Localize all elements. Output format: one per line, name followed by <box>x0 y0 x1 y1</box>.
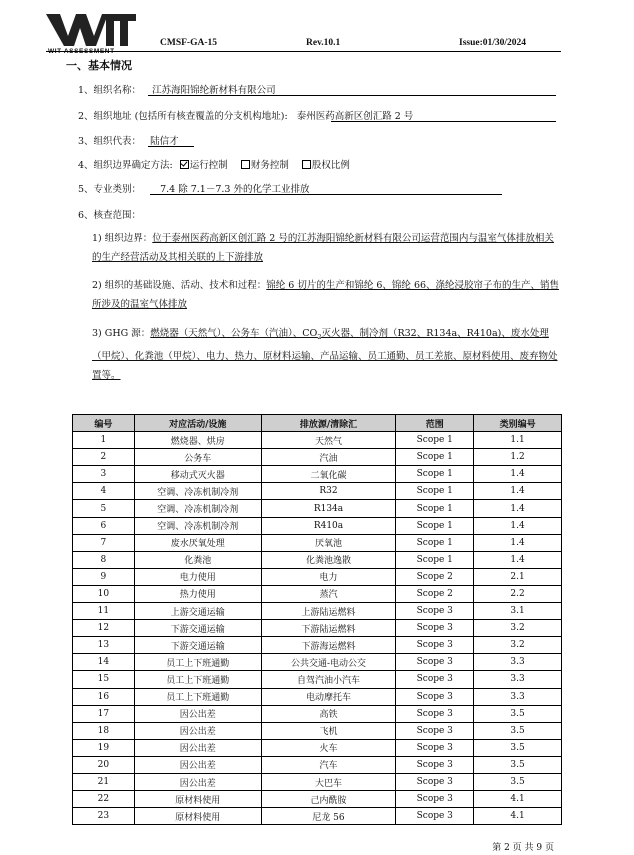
cell-scope: Scope 3 <box>396 722 474 739</box>
table-row <box>73 722 562 739</box>
cell-scope: Scope 3 <box>396 791 474 808</box>
scope-paragraph-1 <box>92 229 560 267</box>
cell-no: 13 <box>73 637 135 654</box>
cell-category: 3.3 <box>474 671 562 688</box>
cell-no: 15 <box>73 671 135 688</box>
table-row <box>73 808 562 825</box>
org-addr-row <box>78 108 413 122</box>
cell-activity: 下游交通运输 <box>134 637 261 654</box>
cell-source: 天然气 <box>261 432 396 449</box>
org-name-label: 1、组织名称： <box>78 85 142 96</box>
scope-p3-subscript: 2 <box>317 332 322 341</box>
cell-activity: 燃烧器、烘房 <box>134 432 261 449</box>
scope-p3-text-b: 灭火器、制冷剂（R32、R134a、R410a)、废水处理（甲烷）、化粪池（甲烷）、电力、热力、原材料运输、产品运输、员工通勤、员工差旅、原材料使用、废弃物处置等。 <box>92 328 558 381</box>
cell-category: 3.2 <box>474 620 562 637</box>
cell-no: 19 <box>73 739 135 756</box>
category-label: 5、专业类别： <box>78 184 142 195</box>
equity-share-checkbox[interactable] <box>302 160 311 169</box>
cell-activity: 废水厌氧处理 <box>134 534 261 551</box>
org-rep-underline <box>148 146 194 147</box>
cell-activity: 电力使用 <box>134 568 261 585</box>
table-row <box>73 620 562 637</box>
cell-source: R410a <box>261 517 396 534</box>
cell-category: 2.1 <box>474 568 562 585</box>
cell-scope: Scope 2 <box>396 568 474 585</box>
cell-activity: 因公出差 <box>134 739 261 756</box>
cell-scope: Scope 1 <box>396 449 474 466</box>
cell-activity: 因公出差 <box>134 722 261 739</box>
cell-category: 3.5 <box>474 722 562 739</box>
cell-category: 1.4 <box>474 517 562 534</box>
cell-category: 2.2 <box>474 585 562 602</box>
cell-source: 二氧化碳 <box>261 466 396 483</box>
table-row <box>73 688 562 705</box>
cell-scope: Scope 3 <box>396 654 474 671</box>
table-row <box>73 568 562 585</box>
logo-subtitle: WIT ASSESSMENT <box>48 48 115 55</box>
cell-source: 自驾汽油小汽车 <box>261 671 396 688</box>
operational-control-checkbox[interactable] <box>180 160 189 169</box>
scope-paragraph-2 <box>92 276 560 314</box>
cell-no: 6 <box>73 517 135 534</box>
table-row <box>73 603 562 620</box>
cell-scope: Scope 3 <box>396 637 474 654</box>
table-row <box>73 432 562 449</box>
cell-category: 1.4 <box>474 466 562 483</box>
org-name-row <box>78 82 276 96</box>
cell-source: 汽车 <box>261 756 396 773</box>
table-row <box>73 449 562 466</box>
cell-source: 厌氧池 <box>261 534 396 551</box>
cell-category: 3.5 <box>474 705 562 722</box>
org-name-value: 江苏海阳锦纶新材料有限公司 <box>152 85 276 96</box>
boundary-label: 4、组织边界确定方法: <box>78 160 173 171</box>
cell-no: 18 <box>73 722 135 739</box>
category-underline <box>150 194 502 195</box>
cell-category: 4.1 <box>474 791 562 808</box>
table-row <box>73 756 562 773</box>
cell-scope: Scope 1 <box>396 551 474 568</box>
cell-activity: 员工上下班通勤 <box>134 654 261 671</box>
org-addr-label: 2、组织地址 (包括所有核查覆盖的分支机构地址): <box>78 111 288 122</box>
cell-scope: Scope 3 <box>396 739 474 756</box>
col-header-no: 编号 <box>73 415 135 432</box>
cell-no: 5 <box>73 500 135 517</box>
cell-source: 下游陆运燃料 <box>261 620 396 637</box>
cell-scope: Scope 3 <box>396 620 474 637</box>
cell-source: R32 <box>261 483 396 500</box>
cell-activity: 因公出差 <box>134 705 261 722</box>
boundary-option-3: 股权比例 <box>311 160 350 171</box>
col-header-source: 排放源/清除汇 <box>261 415 396 432</box>
category-row <box>78 181 309 195</box>
cell-category: 3.3 <box>474 688 562 705</box>
scope-p3-text-a: 燃烧器（天然气）、公务车（汽油）、CO <box>150 328 318 339</box>
cell-source: 蒸汽 <box>261 585 396 602</box>
cell-activity: 空调、冷冻机制冷剂 <box>134 517 261 534</box>
scope-paragraph-3 <box>92 324 560 385</box>
cell-source: 汽油 <box>261 449 396 466</box>
cell-no: 22 <box>73 791 135 808</box>
scope-p2-prefix: 2) 组织的基础设施、活动、技术和过程： <box>92 280 267 291</box>
scope-p3-prefix: 3) GHG 源： <box>92 328 151 339</box>
table-row <box>73 585 562 602</box>
table-row <box>73 466 562 483</box>
table-row <box>73 773 562 790</box>
table-row <box>73 791 562 808</box>
cell-activity: 下游交通运输 <box>134 620 261 637</box>
cell-no: 12 <box>73 620 135 637</box>
cell-activity: 因公出差 <box>134 756 261 773</box>
cell-no: 17 <box>73 705 135 722</box>
category-value: 7.4 除 7.1－7.3 外的化学工业排放 <box>160 184 310 195</box>
cell-scope: Scope 3 <box>396 808 474 825</box>
cell-category: 3.5 <box>474 756 562 773</box>
cell-category: 1.1 <box>474 432 562 449</box>
cell-scope: Scope 3 <box>396 603 474 620</box>
boundary-option-2: 财务控制 <box>250 160 289 171</box>
wit-logo-icon <box>46 14 136 48</box>
table-row <box>73 705 562 722</box>
scope-label: 6、核查范围： <box>78 210 142 221</box>
scope-p2-text: 锦纶 6 切片的生产和锦纶 6、锦纶 66、涤纶浸胶帘子布的生产、销售所涉及的温室气体排放 <box>92 280 560 310</box>
cell-activity: 公务车 <box>134 449 261 466</box>
cell-no: 10 <box>73 585 135 602</box>
boundary-option-1: 运行控制 <box>189 160 228 171</box>
cell-source: 公共交通-电动公交 <box>261 654 396 671</box>
cell-category: 1.4 <box>474 534 562 551</box>
table-row <box>73 517 562 534</box>
financial-control-checkbox[interactable] <box>241 160 250 169</box>
cell-scope: Scope 1 <box>396 466 474 483</box>
col-header-scope: 范围 <box>396 415 474 432</box>
cell-source: R134a <box>261 500 396 517</box>
revision: Rev.10.1 <box>306 38 341 48</box>
org-addr-underline <box>331 121 556 122</box>
cell-category: 3.2 <box>474 637 562 654</box>
cell-no: 16 <box>73 688 135 705</box>
issue-date: Issue:01/30/2024 <box>459 38 527 48</box>
org-rep-label: 3、组织代表： <box>78 136 142 147</box>
cell-category: 3.5 <box>474 739 562 756</box>
cell-scope: Scope 3 <box>396 773 474 790</box>
cell-no: 1 <box>73 432 135 449</box>
cell-source: 上游陆运燃料 <box>261 603 396 620</box>
cell-no: 11 <box>73 603 135 620</box>
cell-source: 火车 <box>261 739 396 756</box>
cell-source: 电动摩托车 <box>261 688 396 705</box>
cell-source: 大巴车 <box>261 773 396 790</box>
cell-source: 电力 <box>261 568 396 585</box>
cell-no: 7 <box>73 534 135 551</box>
cell-activity: 移动式灭火器 <box>134 466 261 483</box>
table-row <box>73 534 562 551</box>
table-row <box>73 671 562 688</box>
cell-category: 1.2 <box>474 449 562 466</box>
cell-no: 3 <box>73 466 135 483</box>
cell-scope: Scope 1 <box>396 500 474 517</box>
col-header-activity: 对应活动/设施 <box>134 415 261 432</box>
cell-source: 下游海运燃料 <box>261 637 396 654</box>
cell-no: 2 <box>73 449 135 466</box>
cell-activity: 员工上下班通勤 <box>134 671 261 688</box>
cell-scope: Scope 1 <box>396 517 474 534</box>
org-name-underline <box>148 95 556 96</box>
boundary-row <box>78 157 350 171</box>
cell-no: 21 <box>73 773 135 790</box>
cell-activity: 原材料使用 <box>134 808 261 825</box>
cell-activity: 上游交通运输 <box>134 603 261 620</box>
org-rep-value: 陆信才 <box>150 136 179 147</box>
cell-activity: 空调、冷冻机制冷剂 <box>134 483 261 500</box>
cell-activity: 热力使用 <box>134 585 261 602</box>
cell-scope: Scope 3 <box>396 688 474 705</box>
cell-scope: Scope 1 <box>396 483 474 500</box>
cell-scope: Scope 3 <box>396 756 474 773</box>
table-header-row <box>73 415 562 432</box>
cell-activity: 原材料使用 <box>134 791 261 808</box>
scope-p1-prefix: 1) 组织边界： <box>92 233 153 244</box>
org-addr-value: 泰州医药高新区创汇路 2 号 <box>296 111 414 122</box>
cell-source: 化粪池逸散 <box>261 551 396 568</box>
cell-scope: Scope 3 <box>396 705 474 722</box>
table-row <box>73 739 562 756</box>
cell-category: 3.5 <box>474 773 562 790</box>
cell-activity: 因公出差 <box>134 773 261 790</box>
table-row <box>73 551 562 568</box>
cell-category: 4.1 <box>474 808 562 825</box>
cell-source: 高铁 <box>261 705 396 722</box>
cell-activity: 员工上下班通勤 <box>134 688 261 705</box>
cell-category: 3.3 <box>474 654 562 671</box>
cell-no: 23 <box>73 808 135 825</box>
table-row <box>73 483 562 500</box>
org-rep-row <box>78 133 179 147</box>
header-rule <box>46 51 561 52</box>
cell-no: 4 <box>73 483 135 500</box>
cell-activity: 化粪池 <box>134 551 261 568</box>
cell-no: 8 <box>73 551 135 568</box>
cell-source: 飞机 <box>261 722 396 739</box>
cell-category: 3.1 <box>474 603 562 620</box>
col-header-category: 类别编号 <box>474 415 562 432</box>
doc-code: CMSF-GA-15 <box>160 38 217 48</box>
cell-no: 20 <box>73 756 135 773</box>
section-title: 一、基本情况 <box>66 59 132 72</box>
cell-scope: Scope 1 <box>396 534 474 551</box>
cell-scope: Scope 1 <box>396 432 474 449</box>
table-row <box>73 654 562 671</box>
cell-scope: Scope 3 <box>396 671 474 688</box>
scope-p1-text: 位于泰州医药高新区创汇路 2 号的江苏海阳锦纶新材料有限公司运营范围内与温室气体排放相关的生产经营活动及其相关联的上下游排放 <box>92 233 554 263</box>
page-number: 第 2 页 共 9 页 <box>492 843 554 853</box>
cell-category: 1.4 <box>474 483 562 500</box>
cell-activity: 空调、冷冻机制冷剂 <box>134 500 261 517</box>
cell-category: 1.4 <box>474 551 562 568</box>
cell-category: 1.4 <box>474 500 562 517</box>
cell-no: 14 <box>73 654 135 671</box>
ghg-source-table <box>72 414 562 825</box>
cell-no: 9 <box>73 568 135 585</box>
table-row <box>73 500 562 517</box>
cell-source: 己内酰胺 <box>261 791 396 808</box>
table-row <box>73 637 562 654</box>
cell-source: 尼龙 56 <box>261 808 396 825</box>
cell-scope: Scope 2 <box>396 585 474 602</box>
